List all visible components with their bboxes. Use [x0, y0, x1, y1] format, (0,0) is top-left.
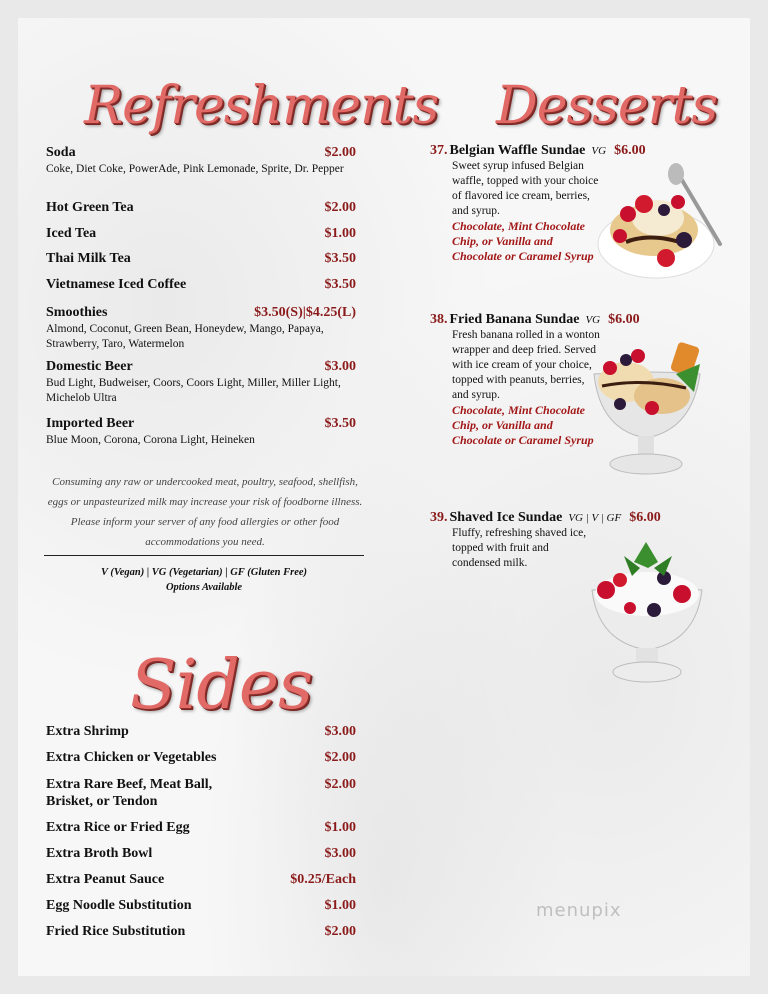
item-desc: Coke, Diet Coke, PowerAde, Pink Lemonade, Sprite, Dr. Pepper — [46, 163, 344, 175]
dessert-options: Chocolate, Mint Chocolate Chip, or Vanilla and Chocolate or Caramel Syrup — [452, 219, 594, 263]
dessert-desc: Fluffy, refreshing shaved ice, topped with fruit and condensed milk. — [452, 527, 587, 569]
item-name: Fried Rice Substitution — [46, 924, 186, 939]
divider — [44, 555, 364, 556]
item-name: Thai Milk Tea — [46, 251, 131, 266]
side-item — [46, 776, 356, 810]
dessert-number: 38. — [430, 312, 448, 327]
desserts-title: Desserts — [496, 76, 718, 136]
dietary-tags: VG — [585, 314, 601, 326]
dessert-number: 37. — [430, 143, 448, 158]
item-name: Imported Beer — [46, 416, 135, 431]
item-name: Extra Broth Bowl — [46, 846, 153, 861]
item-name: Extra Rare Beef, Meat Ball, Brisket, or Tendon — [46, 777, 213, 809]
item-name: Soda — [46, 145, 76, 160]
item-price: $2.00 — [324, 924, 356, 939]
item-price: $3.50(S)|$4.25(L) — [254, 305, 356, 320]
item-price: $1.00 — [324, 898, 356, 913]
dessert-name: Shaved Ice Sundae — [449, 510, 563, 525]
side-item — [46, 898, 356, 914]
refreshment-item — [46, 305, 356, 352]
side-item — [46, 872, 356, 888]
item-price: $3.00 — [324, 359, 356, 374]
shaved-ice-sundae-image — [584, 538, 710, 686]
sides-title: Sides — [130, 646, 312, 725]
food-safety-notice: Consuming any raw or undercooked meat, poultry, seafood, shellfish, eggs or unpasteurized milk may increase your risk of foodborne illness. Please inform your server of any food allergies or other food accommodations you need. — [47, 476, 363, 548]
item-name: Extra Chicken or Vegetables — [46, 750, 217, 765]
item-price: $2.00 — [324, 777, 356, 792]
legend-line: V (Vegan) | VG (Vegetarian) | GF (Gluten Free) — [100, 567, 308, 578]
item-name: Domestic Beer — [46, 359, 133, 374]
dessert-name: Belgian Waffle Sundae — [449, 143, 586, 158]
refreshment-item — [46, 251, 356, 267]
item-desc: Bud Light, Budweiser, Coors, Coors Light, Miller, Miller Light, Michelob Ultra — [46, 377, 341, 404]
item-name: Extra Peanut Sauce — [46, 872, 165, 887]
side-item — [46, 750, 356, 766]
dessert-desc: Sweet syrup infused Belgian waffle, topped with your choice of flavored ice cream, berries, and syrup. — [452, 160, 599, 217]
item-name: Hot Green Tea — [46, 200, 134, 215]
item-price: $1.00 — [324, 226, 356, 241]
legend-line: Options Available — [165, 582, 243, 593]
dessert-price: $6.00 — [614, 143, 646, 158]
dessert-desc: Fresh banana rolled in a wonton wrapper and deep fried. Served with ice cream of your choice, topped with peanuts, berries, and syrup. — [452, 329, 600, 401]
dietary-tags: VG — [591, 145, 607, 157]
item-name: Extra Shrimp — [46, 724, 129, 739]
item-price: $2.00 — [324, 750, 356, 765]
item-price: $2.00 — [324, 200, 356, 215]
refreshment-item — [46, 277, 356, 293]
item-name: Egg Noodle Substitution — [46, 898, 192, 913]
waffle-sundae-image — [596, 162, 728, 284]
item-name: Vietnamese Iced Coffee — [46, 277, 187, 292]
item-desc: Blue Moon, Corona, Corona Light, Heineken — [46, 434, 255, 446]
refreshment-item — [46, 416, 356, 448]
dessert-options: Chocolate, Mint Chocolate Chip, or Vanilla and Chocolate or Caramel Syrup — [452, 403, 594, 447]
dessert-price: $6.00 — [629, 510, 661, 525]
item-price: $1.00 — [324, 820, 356, 835]
refreshment-item — [46, 359, 356, 406]
item-price: $2.00 — [324, 145, 356, 160]
refreshments-title: Refreshments — [84, 76, 439, 136]
side-item — [46, 924, 356, 940]
dietary-tags: VG | V | GF — [568, 512, 622, 524]
item-price: $3.50 — [324, 416, 356, 431]
item-price: $0.25/Each — [290, 872, 356, 887]
item-price: $3.00 — [324, 846, 356, 861]
item-name: Iced Tea — [46, 226, 97, 241]
banana-sundae-image — [582, 334, 712, 486]
refreshment-item — [46, 145, 356, 177]
dessert-price: $6.00 — [608, 312, 640, 327]
refreshment-item — [46, 200, 356, 216]
item-name: Extra Rice or Fried Egg — [46, 820, 190, 835]
refreshment-item — [46, 226, 356, 242]
dessert-number: 39. — [430, 510, 448, 525]
side-item — [46, 846, 356, 862]
dietary-legend — [44, 565, 364, 595]
item-name: Smoothies — [46, 305, 108, 320]
item-price: $3.50 — [324, 277, 356, 292]
dessert-name: Fried Banana Sundae — [449, 312, 580, 327]
item-desc: Almond, Coconut, Green Bean, Honeydew, Mango, Papaya, Strawberry, Taro, Watermelon — [46, 323, 324, 350]
item-price: $3.50 — [324, 251, 356, 266]
side-item — [46, 724, 356, 740]
side-item — [46, 820, 356, 836]
watermark-logo: menupix — [536, 900, 622, 921]
item-price: $3.00 — [324, 724, 356, 739]
